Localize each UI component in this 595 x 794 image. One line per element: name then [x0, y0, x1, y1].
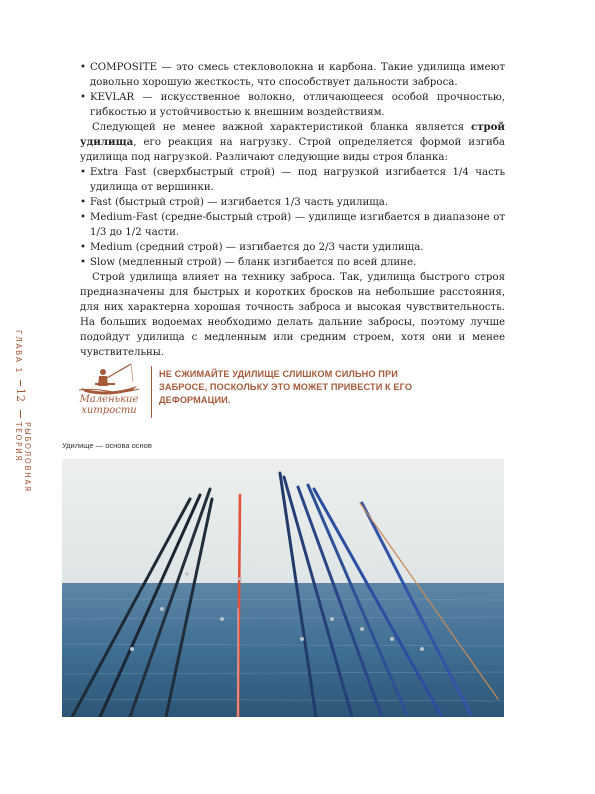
list-item: • Slow (медленный строй) — бланк изгибается по всей длине. — [80, 255, 505, 270]
paragraph-rod-action: Следующей не менее важной характеристикой бланка является строй удилища, его реакция на нагрузку. Строй определяется формой изгиба удилища под нагрузкой. Различают следующие виды строя бланка: — [80, 121, 505, 163]
tip-text: НЕ СЖИМАЙТЕ УДИЛИЩЕ СЛИШКОМ СИЛЬНО ПРИ ЗАБРОСЕ, ПОСКОЛЬКУ ЭТО МОЖЕТ ПРИВЕСТИ К ЕГО ДЕФОРМАЦИИ. — [159, 369, 413, 405]
tip-divider — [151, 366, 152, 418]
page-number: 12 — [14, 388, 27, 402]
fishing-rods-photo — [62, 459, 504, 717]
list-item: • Medium (средний строй) — изгибается до 2/3 части удилища. — [80, 240, 505, 255]
blank-material-list — [80, 60, 505, 120]
fisherman-boat-icon — [73, 362, 145, 396]
paragraph-casting: Строй удилища влияет на технику заброса. Так, удилища быстрого строя предназначены для быстрых и коротких бросков на небольшие расстояния, для них характерна хорошая точность заброса и высокая чувствительность. На больших водоемах необходимо делать дальние забросы, поэтому лучше подойдут удилища с медленным или средним строем, хотя они и менее чувствительны. — [80, 272, 505, 358]
tricks-logo — [73, 362, 145, 420]
tip-box — [73, 362, 433, 422]
bold-term: строй удилища — [80, 121, 505, 148]
list-item: • Fast (быстрый строй) — изгибается 1/3 часть удилища. — [80, 195, 505, 210]
chapter-label: ГЛАВА 1 — [14, 330, 23, 374]
logo-text-line1: Маленькие — [79, 394, 139, 405]
section-title: РЫБОЛОВНАЯ ТЕОРИЯ — [14, 422, 32, 493]
photo-illustration — [62, 459, 504, 717]
divider — [20, 380, 21, 386]
main-text — [80, 60, 505, 360]
figure-caption: Удилище — основа основ — [62, 441, 152, 450]
list-item: • Extra Fast (сверхбыстрый строй) — под нагрузкой изгибается 1/4 часть удилища от вершинки. — [80, 165, 505, 195]
logo-text-line2: хитрости — [81, 405, 137, 416]
divider — [20, 410, 21, 418]
rod-action-list — [80, 165, 505, 270]
running-header — [14, 330, 32, 520]
list-item: • COMPOSITE — это смесь стекловолокна и карбона. Такие удилища имеют довольно хорошую жесткость, что способствует дальности заброса. — [80, 60, 505, 90]
list-item: • Medium-Fast (средне-быстрый строй) — удилище изгибается в диапазоне от 1/3 до 1/2 части. — [80, 210, 505, 240]
list-item: • KEVLAR — искусственное волокно, отличающееся особой прочностью, гибкостью и устойчивостью к внешним воздействиям. — [80, 90, 505, 120]
